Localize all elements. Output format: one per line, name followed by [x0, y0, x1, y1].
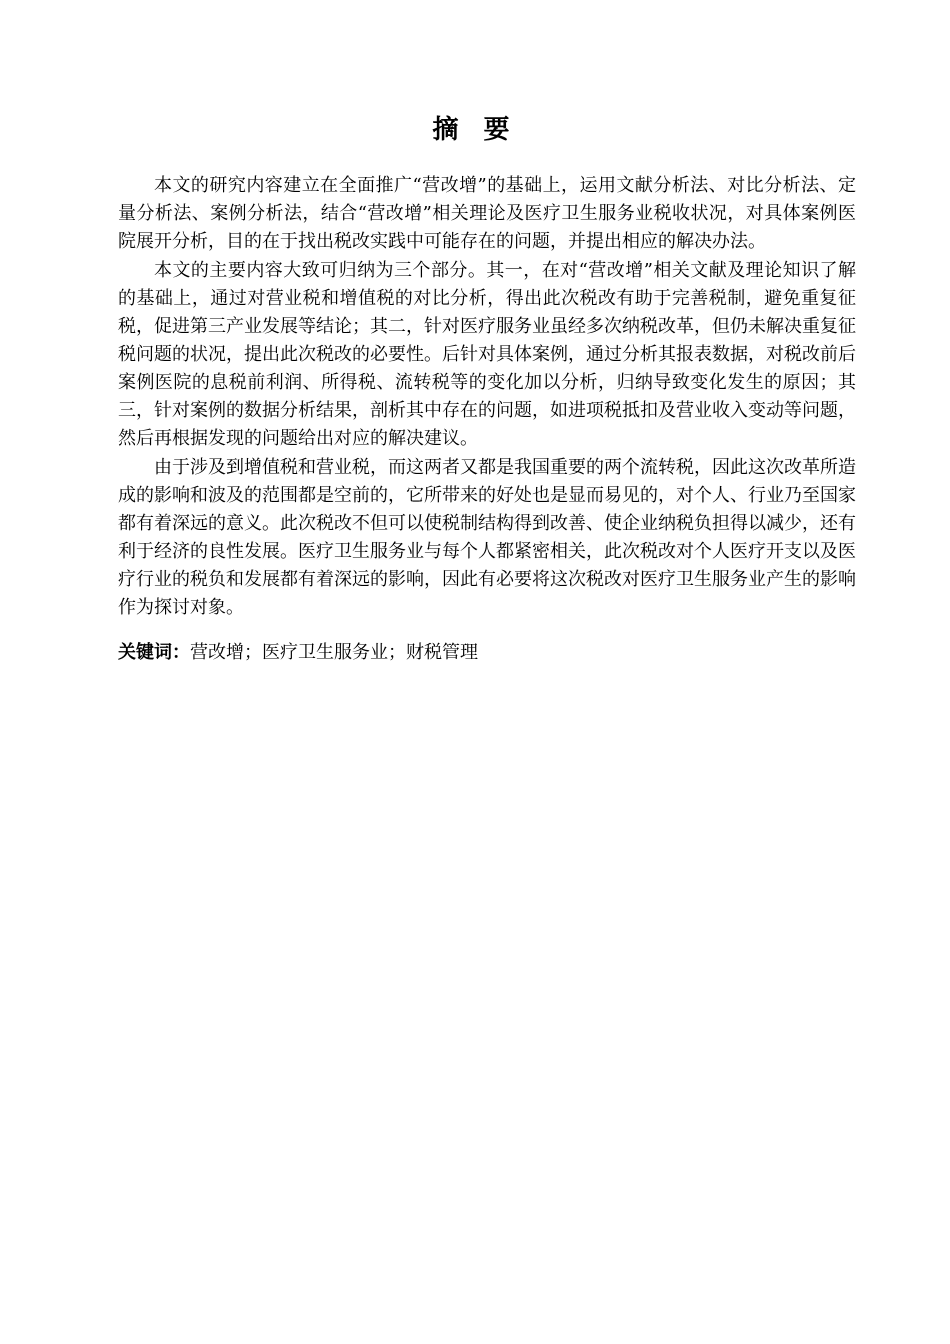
abstract-body	[118, 172, 856, 667]
keywords-text: 营改增；医疗卫生服务业；财税管理	[190, 642, 478, 663]
abstract-paragraph-1: 本文的研究内容建立在全面推广“营改增”的基础上，运用文献分析法、对比分析法、定量分析法、案例分析法，结合“营改增”相关理论及医疗卫生服务业税收状况，对具体案例医院展开分析，目的在于找出税改实践中可能存在的问题，并提出相应的解决办法。	[118, 175, 856, 252]
keywords-line	[118, 639, 856, 667]
abstract-title: 摘 要	[432, 115, 518, 145]
abstract-paragraph-2: 本文的主要内容大致可归纳为三个部分。其一，在对“营改增”相关文献及理论知识了解的基础上，通过对营业税和增值税的对比分析，得出此次税改有助于完善税制，避免重复征税，促进第三产业发展等结论；其二，针对医疗服务业虽经多次纳税改革，但仍未解决重复征税问题的状况，提出此次税改的必要性。后针对具体案例，通过分析其报表数据，对税改前后案例医院的息税前利润、所得税、流转税等的变化加以分析，归纳导致变化发生的原因；其三，针对案例的数据分析结果，剖析其中存在的问题，如进项税抵扣及营业收入变动等问题，然后再根据发现的问题给出对应的解决建议。	[118, 260, 856, 449]
abstract-paragraph-3: 由于涉及到增值税和营业税，而这两者又都是我国重要的两个流转税，因此这次改革所造成的影响和波及的范围都是空前的，它所带来的好处也是显而易见的，对个人、行业乃至国家都有着深远的意义。此次税改不但可以使税制结构得到改善、使企业纳税负担得以减少，还有利于经济的良性发展。医疗卫生服务业与每个人都紧密相关，此次税改对个人医疗开支以及医疗行业的税负和发展都有着深远的影响，因此有必要将这次税改对医疗卫生服务业产生的影响作为探讨对象。	[118, 457, 856, 618]
keywords-label: 关键词：	[118, 642, 190, 663]
